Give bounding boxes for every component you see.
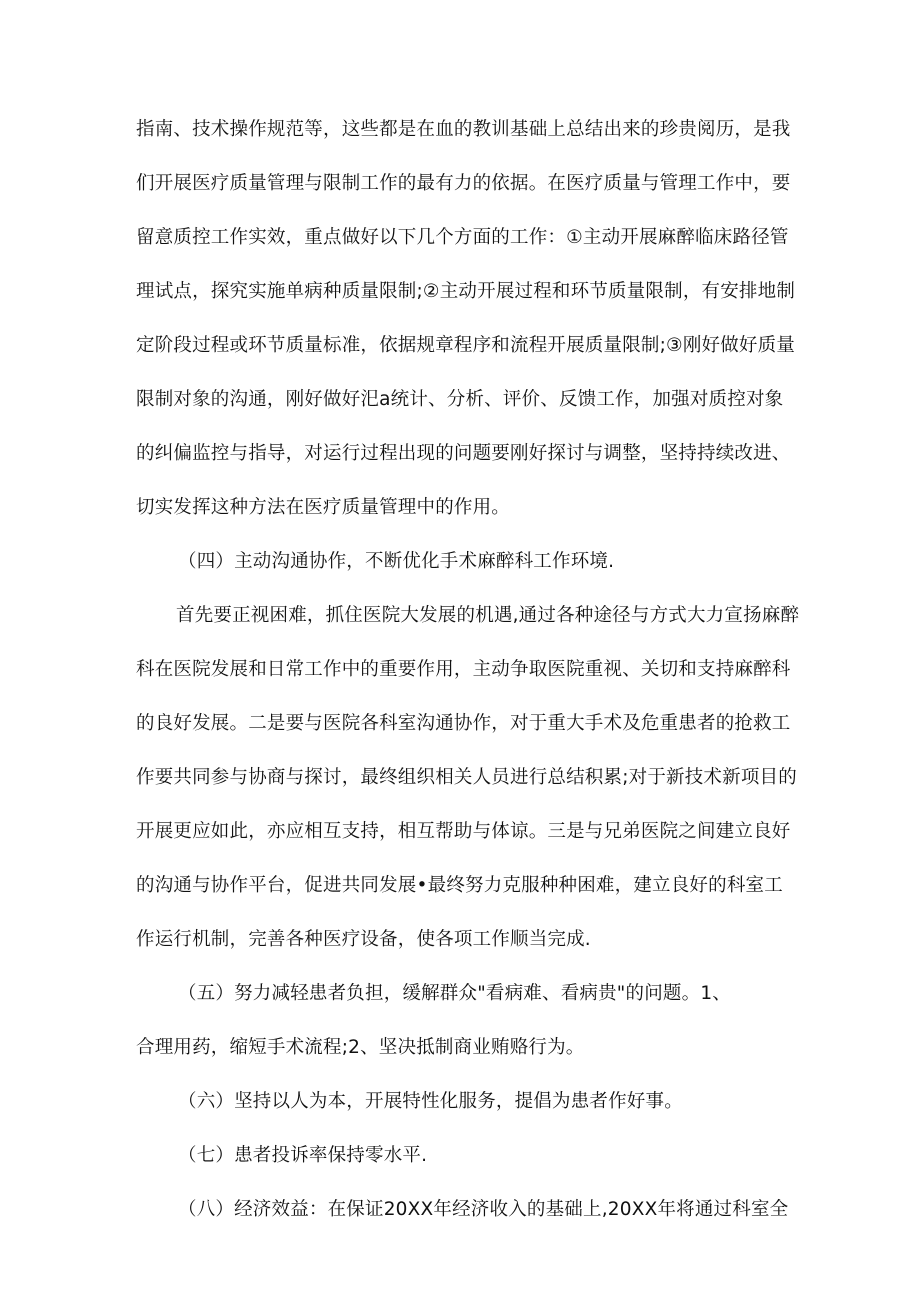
paragraph-line-11: 的良好发展。二是要与医院各科室沟通协作，对于重大手术及危重患者的抢救工 [136,713,791,734]
section-heading-4: （四）主动沟通协作，不断优化手术麻醉科工作环境. [178,551,615,572]
paragraph-line-13: 开展更应如此，亦应相互支持，相互帮助与体谅。三是与兄弟医院之间建立良好 [136,821,791,842]
paragraph-line-8: 切实发挥这种方法在医疗质量管理中的作用。 [136,497,511,518]
paragraph-line-6: 限制对象的沟通，刚好做好汜a统计、分析、评价、反馈工作，加强对质控对象 [136,389,784,410]
paragraph-line-16: 合理用药，缩短手术流程;2、坚决抵制商业贿赂行为。 [136,1037,585,1058]
paragraph-line-2: 们开展医疗质量管理与限制工作的最有力的依据。在医疗质量与管理工作中，要 [136,173,791,194]
paragraph-line-3: 留意质控工作实效，重点做好以下几个方面的工作：①主动开展麻醉临床路径管 [136,227,789,248]
paragraph-line-10: 科在医院发展和日常工作中的重要作用，主动争取医院重视、关切和支持麻醉科 [136,659,791,680]
section-heading-7: （七）患者投诉率保持零水平. [178,1145,428,1166]
paragraph-line-1: 指南、技术操作规范等，这些都是在血的教训基础上总结出来的珍贵阅历，是我 [136,119,791,140]
paragraph-line-9: 首先要正视困难，抓住医院大发展的机遇,通过各种途径与方式大力宣扬麻醉 [176,605,800,626]
paragraph-line-15: 作运行机制，完善各种医疗设备，使各项工作顺当完成. [136,929,591,950]
section-heading-5: （五）努力减轻患者负担，缓解群众"看病难、看病贵"的问题。1、 [178,983,731,1004]
paragraph-line-7: 的纠偏监控与指导，对运行过程出现的问题要刚好探讨与调整，坚持持续改进、 [136,443,791,464]
paragraph-line-4: 理试点，探究实施单病种质量限制;②主动开展过程和环节质量限制，有安排地制 [136,281,796,302]
paragraph-line-5: 定阶段过程或环节质量标准，依据规章程序和流程开展质量限制;③刚好做好质量 [136,335,796,356]
paragraph-line-12: 作要共同参与协商与探讨，最终组织相关人员进行总结积累;对于新技术新项目的 [136,767,797,788]
section-heading-8: （八）经济效益：在保证20XX年经济收入的基础上,20XX年将通过科室全 [178,1199,789,1220]
paragraph-line-14: 的沟通与协作平台，促进共同发展•最终努力克服种种困难，建立良好的科室工 [136,875,783,896]
section-heading-6: （六）坚持以人为本，开展特性化服务，提倡为患者作好事。 [178,1091,683,1112]
